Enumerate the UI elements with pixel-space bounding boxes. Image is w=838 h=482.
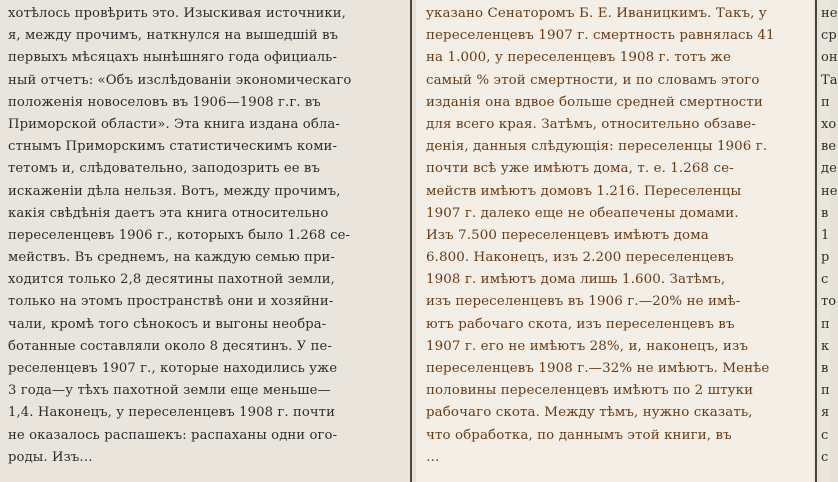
text-line: искаженіи дѣла нельзя. Вотъ, между прочимъ, bbox=[8, 183, 341, 199]
text-line: он bbox=[821, 50, 838, 66]
text-line: ботанные составляли около 8 десятинъ. У пе- bbox=[8, 338, 333, 354]
text-line: п bbox=[821, 383, 830, 399]
text-line: 1 bbox=[821, 227, 830, 243]
text-line: чали, кромѣ того сѣнокосъ и выгоны необра- bbox=[8, 316, 327, 332]
text-line: стнымъ Приморскимъ статистическимъ коми- bbox=[8, 139, 337, 155]
text-line: реселенцевъ 1907 г., которые находились уже bbox=[8, 361, 338, 376]
text-line: п bbox=[821, 316, 830, 332]
text-line: денія, данныя слѣдующія: переселенцы 1906 г. bbox=[426, 139, 768, 155]
text-line: в bbox=[821, 361, 829, 376]
text-line: на 1.000, у переселенцевъ 1908 г. тотъ же bbox=[426, 50, 731, 66]
left-text-column bbox=[0, 0, 410, 482]
text-line: я bbox=[821, 405, 830, 421]
text-line: не bbox=[821, 183, 838, 199]
text-line: с bbox=[821, 449, 829, 465]
column-divider bbox=[410, 0, 412, 482]
text-line: переселенцевъ 1908 г.—32% не имѣютъ. Менѣе bbox=[426, 361, 770, 376]
text-line: роды. Изъ… bbox=[8, 449, 93, 465]
text-line: то bbox=[821, 294, 837, 310]
text-line: 3 года—у тѣхъ пахотной земли еще меньше— bbox=[8, 383, 331, 399]
text-line: де bbox=[821, 161, 837, 177]
text-line: указано Сенаторомъ Б. Е. Иваницкимъ. Такъ, у bbox=[426, 6, 767, 21]
text-line: в bbox=[821, 205, 829, 221]
text-line: мействъ. Въ среднемъ, на каждую семью при- bbox=[8, 250, 335, 266]
text-line: не оказалось распашекъ: распаханы одни ого- bbox=[8, 427, 338, 443]
text-line: ходится только 2,8 десятины пахотной земли, bbox=[8, 272, 335, 288]
text-line: половины переселенцевъ имѣютъ по 2 штуки bbox=[426, 383, 754, 399]
text-line: почти всѣ уже имѣютъ дома, т. е. 1.268 се- bbox=[426, 161, 734, 177]
text-line: Та bbox=[821, 72, 838, 88]
text-line: только на этомъ пространствѣ они и хозяйни- bbox=[8, 294, 334, 310]
text-line: тетомъ и, слѣдовательно, заподозрить ее въ bbox=[8, 161, 320, 177]
text-line: ср bbox=[821, 28, 837, 44]
text-line: переселенцевъ 1906 г., которыхъ было 1.268 се- bbox=[8, 227, 351, 243]
text-line: ный отчетъ: «Объ изслѣдованіи экономическаго bbox=[8, 72, 352, 88]
text-line: изданія она вдвое больше средней смертности bbox=[426, 94, 763, 110]
right-text-column-fragment bbox=[820, 0, 838, 482]
text-line: … bbox=[426, 449, 440, 465]
text-line: ютъ рабочаго скота, изъ переселенцевъ въ bbox=[426, 316, 735, 332]
text-line: 1907 г. далеко еще не обеапечены домами. bbox=[426, 205, 739, 221]
text-line: 1,4. Наконецъ, у переселенцевъ 1908 г. почти bbox=[8, 405, 335, 421]
text-line: какія свѣдѣнія даетъ эта книга относительно bbox=[8, 205, 329, 221]
text-line: к bbox=[821, 338, 830, 354]
text-line: изъ переселенцевъ въ 1906 г.—20% не имѣ- bbox=[426, 294, 741, 310]
text-line: первыхъ мѣсяцахъ нынѣшняго года официаль- bbox=[8, 50, 338, 66]
text-line: с bbox=[821, 427, 829, 443]
text-line: п bbox=[821, 94, 830, 110]
text-line: Изъ 7.500 переселенцевъ имѣютъ дома bbox=[426, 227, 709, 243]
text-line: 1907 г. его не имѣютъ 28%, и, наконецъ, изъ bbox=[426, 338, 749, 354]
text-line: 6.800. Наконецъ, изъ 2.200 переселенцевъ bbox=[426, 250, 734, 266]
text-line: для всего края. Затѣмъ, относительно обзаве- bbox=[426, 116, 756, 132]
text-line: не bbox=[821, 6, 838, 21]
column-divider bbox=[815, 0, 817, 482]
text-line: Приморской области». Эта книга издана обла- bbox=[8, 116, 340, 132]
text-line: р bbox=[821, 250, 830, 266]
text-line: рабочаго скота. Между тѣмъ, нужно сказать, bbox=[426, 405, 753, 421]
text-line: ве bbox=[821, 139, 837, 155]
text-line: самый % этой смертности, и по словамъ этого bbox=[426, 72, 760, 88]
text-line: переселенцевъ 1907 г. смертность равнялась 41 bbox=[426, 28, 775, 44]
text-line: 1908 г. имѣютъ дома лишь 1.600. Затѣмъ, bbox=[426, 272, 726, 288]
text-line: положенія новоселовъ въ 1906—1908 г.г. въ bbox=[8, 94, 321, 110]
text-line: с bbox=[821, 272, 829, 288]
text-line: я, между прочимъ, наткнулся на вышедшій въ bbox=[8, 28, 339, 44]
text-line: хотѣлось провѣрить это. Изыскивая источники, bbox=[8, 6, 346, 21]
text-line: хо bbox=[821, 116, 837, 132]
middle-text-column bbox=[416, 0, 814, 482]
text-line: мейств имѣютъ домовъ 1.216. Переселенцы bbox=[426, 183, 742, 199]
text-line: что обработка, по даннымъ этой книги, въ bbox=[426, 427, 732, 443]
